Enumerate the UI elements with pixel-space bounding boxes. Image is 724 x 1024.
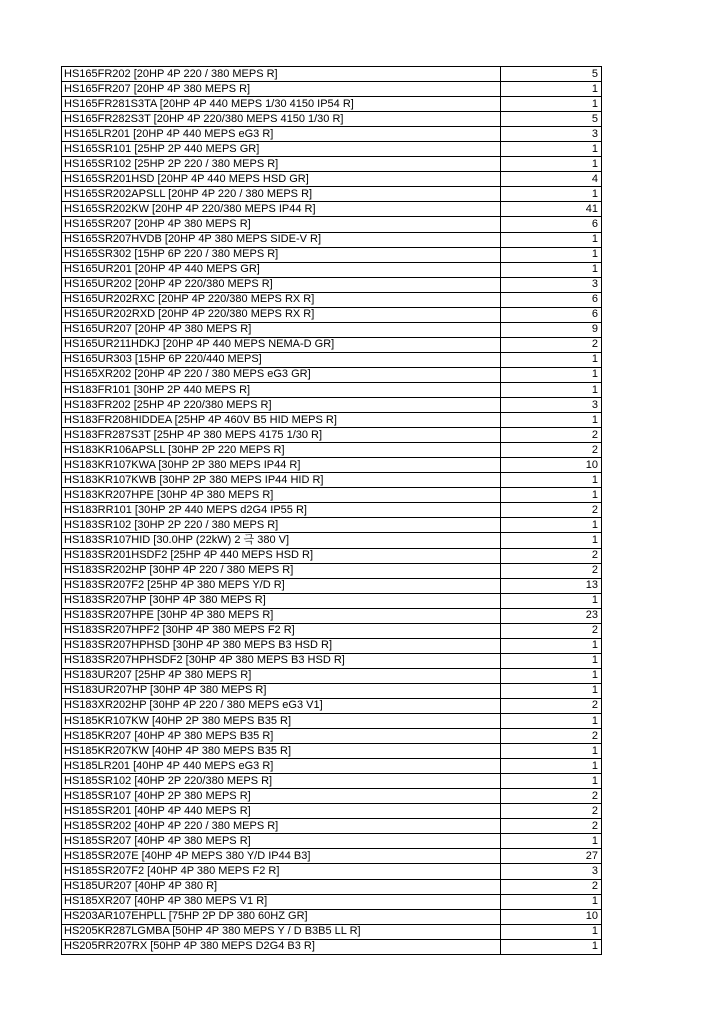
table-row xyxy=(62,428,602,443)
item-description-cell: HS183SR207HP [30HP 4P 380 MEPS R] xyxy=(62,593,501,608)
item-description-cell: HS205RR207RX [50HP 4P 380 MEPS D2G4 B3 R] xyxy=(62,939,501,954)
quantity-cell: 6 xyxy=(501,307,602,322)
quantity-cell: 1 xyxy=(501,894,602,909)
inventory-table xyxy=(61,66,602,955)
quantity-cell: 9 xyxy=(501,322,602,337)
quantity-cell: 1 xyxy=(501,82,602,97)
table-row xyxy=(62,879,602,894)
table-row xyxy=(62,638,602,653)
table-row xyxy=(62,443,602,458)
item-description-cell: HS203AR107EHPLL [75HP 2P DP 380 60HZ GR] xyxy=(62,909,501,924)
table-row xyxy=(62,292,602,307)
table-row xyxy=(62,142,602,157)
quantity-cell: 2 xyxy=(501,503,602,518)
quantity-cell: 1 xyxy=(501,533,602,548)
quantity-cell: 6 xyxy=(501,217,602,232)
inventory-table-body xyxy=(62,67,602,955)
item-description-cell: HS165SR207 [20HP 4P 380 MEPS R] xyxy=(62,217,501,232)
item-description-cell: HS185KR207 [40HP 4P 380 MEPS B35 R] xyxy=(62,729,501,744)
quantity-cell: 1 xyxy=(501,939,602,954)
item-description-cell: HS183SR201HSDF2 [25HP 4P 440 MEPS HSD R] xyxy=(62,548,501,563)
quantity-cell: 1 xyxy=(501,97,602,112)
table-row xyxy=(62,352,602,367)
item-description-cell: HS165SR102 [25HP 2P 220 / 380 MEPS R] xyxy=(62,157,501,172)
item-description-cell: HS205KR287LGMBA [50HP 4P 380 MEPS Y / D B3B5 LL R] xyxy=(62,924,501,939)
table-row xyxy=(62,894,602,909)
item-description-cell: HS185SR207 [40HP 4P 380 MEPS R] xyxy=(62,834,501,849)
table-row xyxy=(62,819,602,834)
item-description-cell: HS185SR207F2 [40HP 4P 380 MEPS F2 R] xyxy=(62,864,501,879)
item-description-cell: HS165SR201HSD [20HP 4P 440 MEPS HSD GR] xyxy=(62,172,501,187)
item-description-cell: HS165UR202RXC [20HP 4P 220/380 MEPS RX R] xyxy=(62,292,501,307)
item-description-cell: HS183SR107HID [30.0HP (22kW) 2 극 380 V] xyxy=(62,533,501,548)
table-row xyxy=(62,97,602,112)
quantity-cell: 1 xyxy=(501,352,602,367)
quantity-cell: 2 xyxy=(501,428,602,443)
item-description-cell: HS185KR207KW [40HP 4P 380 MEPS B35 R] xyxy=(62,744,501,759)
table-row xyxy=(62,112,602,127)
quantity-cell: 3 xyxy=(501,398,602,413)
quantity-cell: 1 xyxy=(501,157,602,172)
quantity-cell: 2 xyxy=(501,729,602,744)
item-description-cell: HS185SR102 [40HP 2P 220/380 MEPS R] xyxy=(62,774,501,789)
item-description-cell: HS183FR287S3T [25HP 4P 380 MEPS 4175 1/30 R] xyxy=(62,428,501,443)
quantity-cell: 23 xyxy=(501,608,602,623)
quantity-cell: 1 xyxy=(501,518,602,533)
quantity-cell: 1 xyxy=(501,683,602,698)
item-description-cell: HS165SR202APSLL [20HP 4P 220 / 380 MEPS R] xyxy=(62,187,501,202)
quantity-cell: 41 xyxy=(501,202,602,217)
quantity-cell: 1 xyxy=(501,714,602,729)
table-row xyxy=(62,714,602,729)
table-row xyxy=(62,804,602,819)
item-description-cell: HS185LR201 [40HP 4P 440 MEPS eG3 R] xyxy=(62,759,501,774)
item-description-cell: HS185SR202 [40HP 4P 220 / 380 MEPS R] xyxy=(62,819,501,834)
table-row xyxy=(62,413,602,428)
quantity-cell: 1 xyxy=(501,834,602,849)
item-description-cell: HS183SR207HPE [30HP 4P 380 MEPS R] xyxy=(62,608,501,623)
quantity-cell: 1 xyxy=(501,187,602,202)
quantity-cell: 5 xyxy=(501,67,602,82)
quantity-cell: 2 xyxy=(501,623,602,638)
item-description-cell: HS165SR202KW [20HP 4P 220/380 MEPS IP44 R] xyxy=(62,202,501,217)
quantity-cell: 1 xyxy=(501,262,602,277)
table-row xyxy=(62,668,602,683)
item-description-cell: HS185SR201 [40HP 4P 440 MEPS R] xyxy=(62,804,501,819)
quantity-cell: 1 xyxy=(501,744,602,759)
item-description-cell: HS183UR207 [25HP 4P 380 MEPS R] xyxy=(62,668,501,683)
item-description-cell: HS165FR281S3TA [20HP 4P 440 MEPS 1/30 4150 IP54 R] xyxy=(62,97,501,112)
table-row xyxy=(62,277,602,292)
quantity-cell: 3 xyxy=(501,277,602,292)
table-row xyxy=(62,623,602,638)
quantity-cell: 10 xyxy=(501,458,602,473)
item-description-cell: HS165UR201 [20HP 4P 440 MEPS GR] xyxy=(62,262,501,277)
quantity-cell: 27 xyxy=(501,849,602,864)
item-description-cell: HS165XR202 [20HP 4P 220 / 380 MEPS eG3 GR] xyxy=(62,367,501,382)
quantity-cell: 2 xyxy=(501,563,602,578)
item-description-cell: HS183XR202HP [30HP 4P 220 / 380 MEPS eG3 V1] xyxy=(62,698,501,713)
item-description-cell: HS183KR107KWB [30HP 2P 380 MEPS IP44 HID R] xyxy=(62,473,501,488)
table-row xyxy=(62,262,602,277)
item-description-cell: HS183FR202 [25HP 4P 220/380 MEPS R] xyxy=(62,398,501,413)
item-description-cell: HS165UR207 [20HP 4P 380 MEPS R] xyxy=(62,322,501,337)
item-description-cell: HS185SR207E [40HP 4P MEPS 380 Y/D IP44 B3] xyxy=(62,849,501,864)
table-row xyxy=(62,232,602,247)
table-row xyxy=(62,608,602,623)
item-description-cell: HS183SR207HPF2 [30HP 4P 380 MEPS F2 R] xyxy=(62,623,501,638)
table-row xyxy=(62,563,602,578)
quantity-cell: 1 xyxy=(501,593,602,608)
table-row xyxy=(62,398,602,413)
table-row xyxy=(62,307,602,322)
table-row xyxy=(62,488,602,503)
item-description-cell: HS165SR302 [15HP 6P 220 / 380 MEPS R] xyxy=(62,247,501,262)
table-row xyxy=(62,909,602,924)
quantity-cell: 10 xyxy=(501,909,602,924)
quantity-cell: 2 xyxy=(501,698,602,713)
item-description-cell: HS183RR101 [30HP 2P 440 MEPS d2G4 IP55 R] xyxy=(62,503,501,518)
quantity-cell: 3 xyxy=(501,864,602,879)
table-row xyxy=(62,367,602,382)
table-row xyxy=(62,473,602,488)
item-description-cell: HS183FR101 [30HP 2P 440 MEPS R] xyxy=(62,382,501,397)
table-row xyxy=(62,67,602,82)
quantity-cell: 1 xyxy=(501,413,602,428)
quantity-cell: 1 xyxy=(501,367,602,382)
quantity-cell: 1 xyxy=(501,653,602,668)
quantity-cell: 5 xyxy=(501,112,602,127)
quantity-cell: 1 xyxy=(501,668,602,683)
table-row xyxy=(62,337,602,352)
item-description-cell: HS165UR211HDKJ [20HP 4P 440 MEPS NEMA-D GR] xyxy=(62,337,501,352)
item-description-cell: HS165SR207HVDB [20HP 4P 380 MEPS SIDE-V R] xyxy=(62,232,501,247)
quantity-cell: 1 xyxy=(501,638,602,653)
table-row xyxy=(62,924,602,939)
item-description-cell: HS185XR207 [40HP 4P 380 MEPS V1 R] xyxy=(62,894,501,909)
quantity-cell: 2 xyxy=(501,819,602,834)
item-description-cell: HS165UR202 [20HP 4P 220/380 MEPS R] xyxy=(62,277,501,292)
quantity-cell: 3 xyxy=(501,127,602,142)
item-description-cell: HS183KR107KWA [30HP 2P 380 MEPS IP44 R] xyxy=(62,458,501,473)
item-description-cell: HS165FR282S3T [20HP 4P 220/380 MEPS 4150 1/30 R] xyxy=(62,112,501,127)
table-row xyxy=(62,849,602,864)
item-description-cell: HS165FR207 [20HP 4P 380 MEPS R] xyxy=(62,82,501,97)
item-description-cell: HS183SR202HP [30HP 4P 220 / 380 MEPS R] xyxy=(62,563,501,578)
quantity-cell: 2 xyxy=(501,548,602,563)
quantity-cell: 1 xyxy=(501,759,602,774)
item-description-cell: HS185UR207 [40HP 4P 380 R] xyxy=(62,879,501,894)
quantity-cell: 2 xyxy=(501,804,602,819)
table-row xyxy=(62,789,602,804)
table-row xyxy=(62,458,602,473)
quantity-cell: 2 xyxy=(501,789,602,804)
item-description-cell: HS185SR107 [40HP 2P 380 MEPS R] xyxy=(62,789,501,804)
item-description-cell: HS183SR207HPHSDF2 [30HP 4P 380 MEPS B3 HSD R] xyxy=(62,653,501,668)
item-description-cell: HS183KR207HPE [30HP 4P 380 MEPS R] xyxy=(62,488,501,503)
table-row xyxy=(62,683,602,698)
table-row xyxy=(62,533,602,548)
quantity-cell: 1 xyxy=(501,382,602,397)
table-row xyxy=(62,939,602,954)
quantity-cell: 2 xyxy=(501,879,602,894)
table-row xyxy=(62,172,602,187)
quantity-cell: 1 xyxy=(501,232,602,247)
table-row xyxy=(62,382,602,397)
table-row xyxy=(62,744,602,759)
table-row xyxy=(62,187,602,202)
table-row xyxy=(62,127,602,142)
table-row xyxy=(62,202,602,217)
quantity-cell: 6 xyxy=(501,292,602,307)
quantity-cell: 1 xyxy=(501,247,602,262)
quantity-cell: 1 xyxy=(501,924,602,939)
item-description-cell: HS165UR303 [15HP 6P 220/440 MEPS] xyxy=(62,352,501,367)
item-description-cell: HS183SR207F2 [25HP 4P 380 MEPS Y/D R] xyxy=(62,578,501,593)
quantity-cell: 1 xyxy=(501,488,602,503)
quantity-cell: 2 xyxy=(501,337,602,352)
item-description-cell: HS165UR202RXD [20HP 4P 220/380 MEPS RX R] xyxy=(62,307,501,322)
table-row xyxy=(62,759,602,774)
table-row xyxy=(62,729,602,744)
item-description-cell: HS183FR208HIDDEA [25HP 4P 460V B5 HID MEPS R] xyxy=(62,413,501,428)
table-row xyxy=(62,82,602,97)
item-description-cell: HS165LR201 [20HP 4P 440 MEPS eG3 R] xyxy=(62,127,501,142)
table-row xyxy=(62,548,602,563)
table-row xyxy=(62,834,602,849)
table-row xyxy=(62,247,602,262)
table-row xyxy=(62,774,602,789)
item-description-cell: HS165SR101 [25HP 2P 440 MEPS GR] xyxy=(62,142,501,157)
table-row xyxy=(62,518,602,533)
quantity-cell: 13 xyxy=(501,578,602,593)
item-description-cell: HS183UR207HP [30HP 4P 380 MEPS R] xyxy=(62,683,501,698)
table-row xyxy=(62,653,602,668)
quantity-cell: 2 xyxy=(501,443,602,458)
table-row xyxy=(62,698,602,713)
quantity-cell: 1 xyxy=(501,473,602,488)
table-row xyxy=(62,503,602,518)
table-row xyxy=(62,578,602,593)
quantity-cell: 4 xyxy=(501,172,602,187)
item-description-cell: HS183SR207HPHSD [30HP 4P 380 MEPS B3 HSD R] xyxy=(62,638,501,653)
table-row xyxy=(62,864,602,879)
table-row xyxy=(62,322,602,337)
item-description-cell: HS165FR202 [20HP 4P 220 / 380 MEPS R] xyxy=(62,67,501,82)
item-description-cell: HS183SR102 [30HP 2P 220 / 380 MEPS R] xyxy=(62,518,501,533)
table-row xyxy=(62,157,602,172)
quantity-cell: 1 xyxy=(501,142,602,157)
item-description-cell: HS185KR107KW [40HP 2P 380 MEPS B35 R] xyxy=(62,714,501,729)
quantity-cell: 1 xyxy=(501,774,602,789)
item-description-cell: HS183KR106APSLL [30HP 2P 220 MEPS R] xyxy=(62,443,501,458)
table-row xyxy=(62,593,602,608)
table-row xyxy=(62,217,602,232)
